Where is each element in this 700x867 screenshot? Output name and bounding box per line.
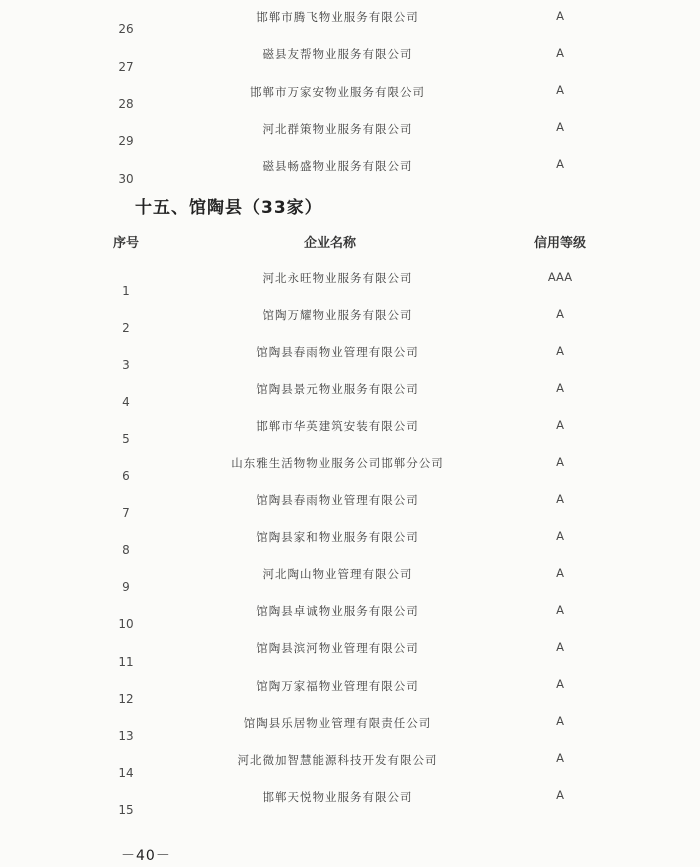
credit-grade: A	[556, 157, 564, 171]
row-number: 29	[118, 134, 134, 148]
row-number: 5	[122, 432, 130, 446]
company-name: 馆陶县景元物业服务有限公司	[256, 382, 419, 396]
row-number: 30	[118, 172, 134, 186]
credit-grade: A	[556, 381, 564, 395]
row-number: 10	[118, 617, 134, 631]
credit-grade: A	[556, 751, 564, 765]
row-number: 8	[122, 543, 130, 557]
company-name: 河北微加智慧能源科技开发有限公司	[237, 753, 438, 767]
company-name: 馆陶县滨河物业管理有限公司	[256, 641, 419, 655]
section-title: 十五、馆陶县（33家）	[135, 198, 323, 218]
column-header-grade: 信用等级	[533, 236, 586, 251]
credit-grade: A	[556, 566, 564, 580]
company-name: 磁县畅盛物业服务有限公司	[262, 159, 413, 173]
row-number: 26	[118, 22, 134, 36]
credit-grade: A	[556, 344, 564, 358]
row-number: 2	[122, 321, 130, 335]
company-name: 河北陶山物业管理有限公司	[262, 567, 413, 581]
row-number: 28	[118, 97, 134, 111]
row-number: 11	[118, 655, 134, 669]
credit-grade: A	[556, 714, 564, 728]
credit-grade: A	[556, 120, 564, 134]
company-name: 馆陶万家福物业管理有限公司	[256, 679, 419, 693]
row-number: 13	[118, 729, 134, 743]
company-name: 馆陶县春雨物业管理有限公司	[256, 493, 419, 507]
company-name: 邯郸天悦物业服务有限公司	[262, 790, 413, 804]
row-number: 7	[122, 506, 130, 520]
company-name: 馆陶县卓诚物业服务有限公司	[256, 604, 419, 618]
credit-grade: A	[556, 640, 564, 654]
credit-grade: A	[556, 603, 564, 617]
company-name: 馆陶县乐居物业管理有限责任公司	[243, 716, 432, 730]
company-name: 馆陶县春雨物业管理有限公司	[256, 345, 419, 359]
company-name: 邯郸市华英建筑安装有限公司	[256, 419, 419, 433]
company-name: 馆陶万耀物业服务有限公司	[262, 308, 413, 322]
row-number: 27	[118, 60, 134, 74]
credit-grade: A	[556, 788, 564, 802]
column-header-company: 企业名称	[303, 236, 356, 251]
row-number: 15	[118, 803, 134, 817]
company-name: 磁县友帮物业服务有限公司	[262, 47, 413, 61]
credit-grade: AAA	[547, 270, 573, 284]
credit-grade: A	[556, 46, 564, 60]
row-number: 9	[122, 580, 130, 594]
credit-grade: A	[556, 307, 564, 321]
company-name: 山东雅生活物物业服务公司邯郸分公司	[231, 456, 444, 470]
row-number: 3	[122, 358, 130, 372]
credit-grade: A	[556, 83, 564, 97]
credit-grade: A	[556, 492, 564, 506]
credit-grade: A	[556, 529, 564, 543]
credit-grade: A	[556, 9, 564, 23]
row-number: 4	[122, 395, 130, 409]
company-name: 邯郸市万家安物业服务有限公司	[250, 85, 425, 99]
row-number: 1	[122, 284, 130, 298]
company-name: 河北永旺物业服务有限公司	[262, 271, 413, 285]
company-name: 河北群策物业服务有限公司	[262, 122, 413, 136]
company-name: 馆陶县家和物业服务有限公司	[256, 530, 419, 544]
page-number: －40－	[121, 848, 171, 864]
column-header-number: 序号	[112, 236, 139, 251]
company-name: 邯郸市腾飞物业服务有限公司	[256, 10, 419, 24]
credit-grade: A	[556, 455, 564, 469]
row-number: 12	[118, 692, 134, 706]
row-number: 6	[122, 469, 130, 483]
credit-grade: A	[556, 677, 564, 691]
row-number: 14	[118, 766, 134, 780]
credit-grade: A	[556, 418, 564, 432]
